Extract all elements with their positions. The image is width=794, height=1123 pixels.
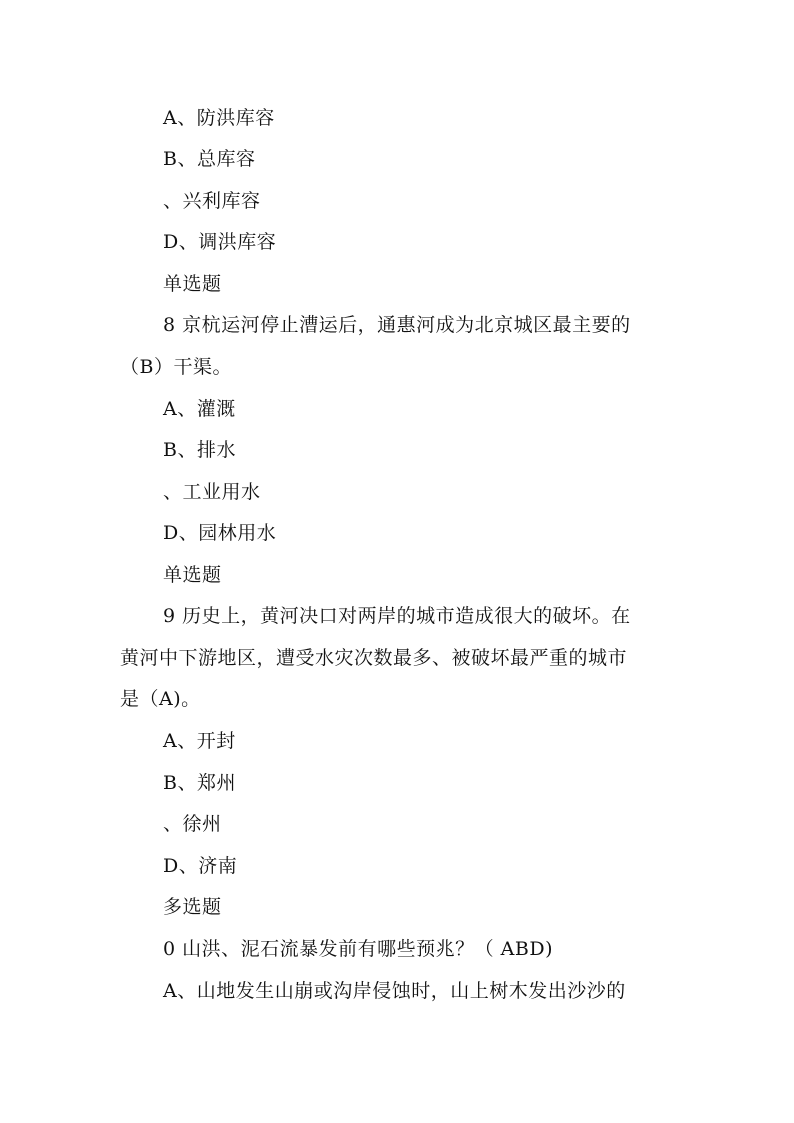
question-9-text: 9 历史上，黄河决口对两岸的城市造成很大的破坏。在	[163, 605, 631, 627]
option-b: B、郑州	[163, 772, 236, 794]
question-type-label: 多选题	[163, 896, 222, 918]
option-c: 、徐州	[163, 813, 222, 835]
question-8-text-cont: （B）干渠。	[120, 356, 232, 378]
option-d: D、调洪库容	[163, 231, 277, 253]
option-d: D、园林用水	[163, 522, 277, 544]
option-c: 、工业用水	[163, 481, 261, 503]
question-8-text: 8 京杭运河停止漕运后，通惠河成为北京城区最主要的	[163, 314, 631, 336]
question-type-label: 单选题	[163, 564, 222, 586]
option-d: D、济南	[163, 855, 238, 877]
option-a: A、防洪库容	[163, 107, 275, 129]
option-b: B、总库容	[163, 148, 256, 170]
question-type-label: 单选题	[163, 273, 222, 295]
question-9-text-end: 是（A)。	[120, 688, 201, 710]
option-b: B、排水	[163, 439, 236, 461]
option-a: A、灌溉	[163, 398, 236, 420]
option-a: A、开封	[163, 730, 236, 752]
question-10-text: 0 山洪、泥石流暴发前有哪些预兆？（ ABD)	[163, 938, 553, 960]
question-9-text-cont: 黄河中下游地区，遭受水灾次数最多、被破坏最严重的城市	[120, 647, 628, 669]
option-a: A、山地发生山崩或沟岸侵蚀时，山上树木发出沙沙的	[163, 980, 626, 1002]
option-c: 、兴利库容	[163, 190, 261, 212]
